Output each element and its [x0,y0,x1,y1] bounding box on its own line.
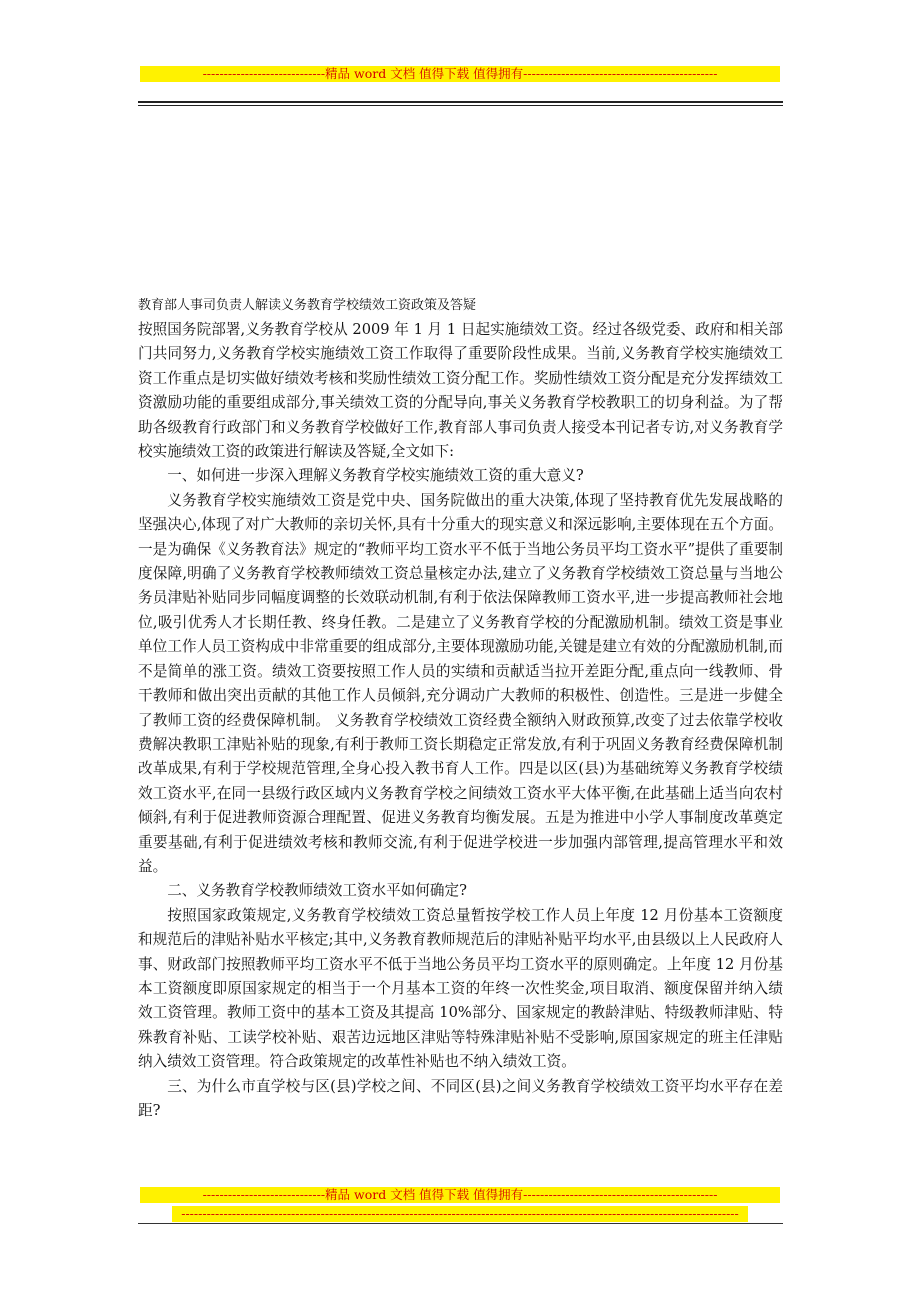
section-heading-2: 二、义务教育学校教师绩效工资水平如何确定? [167,882,467,900]
intro-paragraph: 按照国务院部署,义务教育学校从 2009 年 1 月 1 日起实施绩效工资。经过各级党委、政府和相关部门共同努力,义务教育学校实施绩效工资工作取得了重要阶段性成果。当前,义务教育学校实施绩效工资工作重点是切实做好绩效考核和奖励性绩效工资分配工作。奖励性绩效工资分配是充分发挥绩效工资激励功能的重要组成部分,事关绩效工资的分配导向,事关义务教育学校教职工的切身利益。为了帮助各级教育行政部门和义务教育学校做好工作,教育部人事司负责人接受本刊记者专访,对义务教育学校实施绩效工资的政策进行解读及答疑,全文如下: [138,321,783,461]
footer-rule [138,1223,783,1224]
section-heading-1: 一、如何进一步深入理解义务教育学校实施绩效工资的重大意义? [167,467,584,485]
document-title: 教育部人事司负责人解读义务教育学校绩效工资政策及答疑 [138,298,477,313]
footer-banner: -----------------------------精品 word 文档 值得下载 值得拥有---------------------------------------------- [140,1187,780,1203]
section-heading-3: 三、为什么市直学校与区(县)学校之间、不同区(县)之间义务教育学校绩效工资平均水平存在差距? [138,1077,783,1119]
section-paragraph-2: 按照国家政策规定,义务教育学校绩效工资总量暂按学校工作人员上年度 12 月份基本工资额度和规范后的津贴补贴水平核定;其中,义务教育教师规范后的津贴补贴平均水平,由县级以上人民政府人事、财政部门按照教师平均工资水平不低于当地公务员平均工资水平的原则确定。上年度 12 月份基本工资额度即原国家规定的相当于一个月基本工资的年终一次性奖金,项目取消、额度保留并纳入绩效工资管理。教师工资中的基本工资及其提高 10%部分、国家规定的教龄津贴、特级教师津贴、特殊教育补贴、工读学校补贴、艰苦边远地区津贴等特殊津贴补贴不受影响,原国家规定的班主任津贴纳入绩效工资管理。符合政策规定的改革性补贴也不纳入绩效工资。 [138,906,783,1071]
document-body [138,318,783,1123]
header-rule [138,101,783,103]
section-paragraph-1: 义务教育学校实施绩效工资是党中央、国务院做出的重大决策,体现了坚持教育优先发展战略的坚强决心,体现了对广大教师的亲切关怀,具有十分重大的现实意义和深远影响,主要体现在五个方面。一是为确保《义务教育法》规定的“教师平均工资水平不低于当地公务员平均工资水平”提供了重要制度保障,明确了义务教育学校教师绩效工资总量核定办法,建立了义务教育学校绩效工资总量与当地公务员津贴补贴同步同幅度调整的长效联动机制,有利于依法保障教师工资水平,进一步提高教师社会地位,吸引优秀人才长期任教、终身任教。二是建立了义务教育学校的分配激励机制。绩效工资是事业单位工作人员工资构成中非常重要的组成部分,主要体现激励功能,关键是建立有效的分配激励机制,而不是简单的涨工资。绩效工资要按照工作人员的实绩和贡献适当拉开差距分配,重点向一线教师、骨干教师和做出突出贡献的其他工作人员倾斜,充分调动广大教师的积极性、创造性。三是进一步健全了教师工资的经费保障机制。 义务教育学校绩效工资经费全额纳入财政预算,改变了过去依靠学校收费解决教职工津贴补贴的现象,有利于教师工资长期稳定正常发放,有利于巩固义务教育经费保障机制改革成果,有利于学校规范管理,全身心投入教书育人工作。四是以区(县)为基础统筹义务教育学校绩效工资水平,在同一县级行政区域内义务教育学校之间绩效工资水平大体平衡,在此基础上适当向农村倾斜,有利于促进教师资源合理配置、促进义务教育均衡发展。五是为推进中小学人事制度改革奠定重要基础,有利于促进绩效考核和教师交流,有利于促进学校进一步加强内部管理,提高管理水平和效益。 [138,491,783,875]
header-banner: -----------------------------精品 word 文档 值得下载 值得拥有---------------------------------------------- [140,66,780,82]
footer-dash-line: ------------------------------------------------------------------------------------------------------------------------------------ [172,1206,748,1222]
header-rule-thin [138,105,783,106]
